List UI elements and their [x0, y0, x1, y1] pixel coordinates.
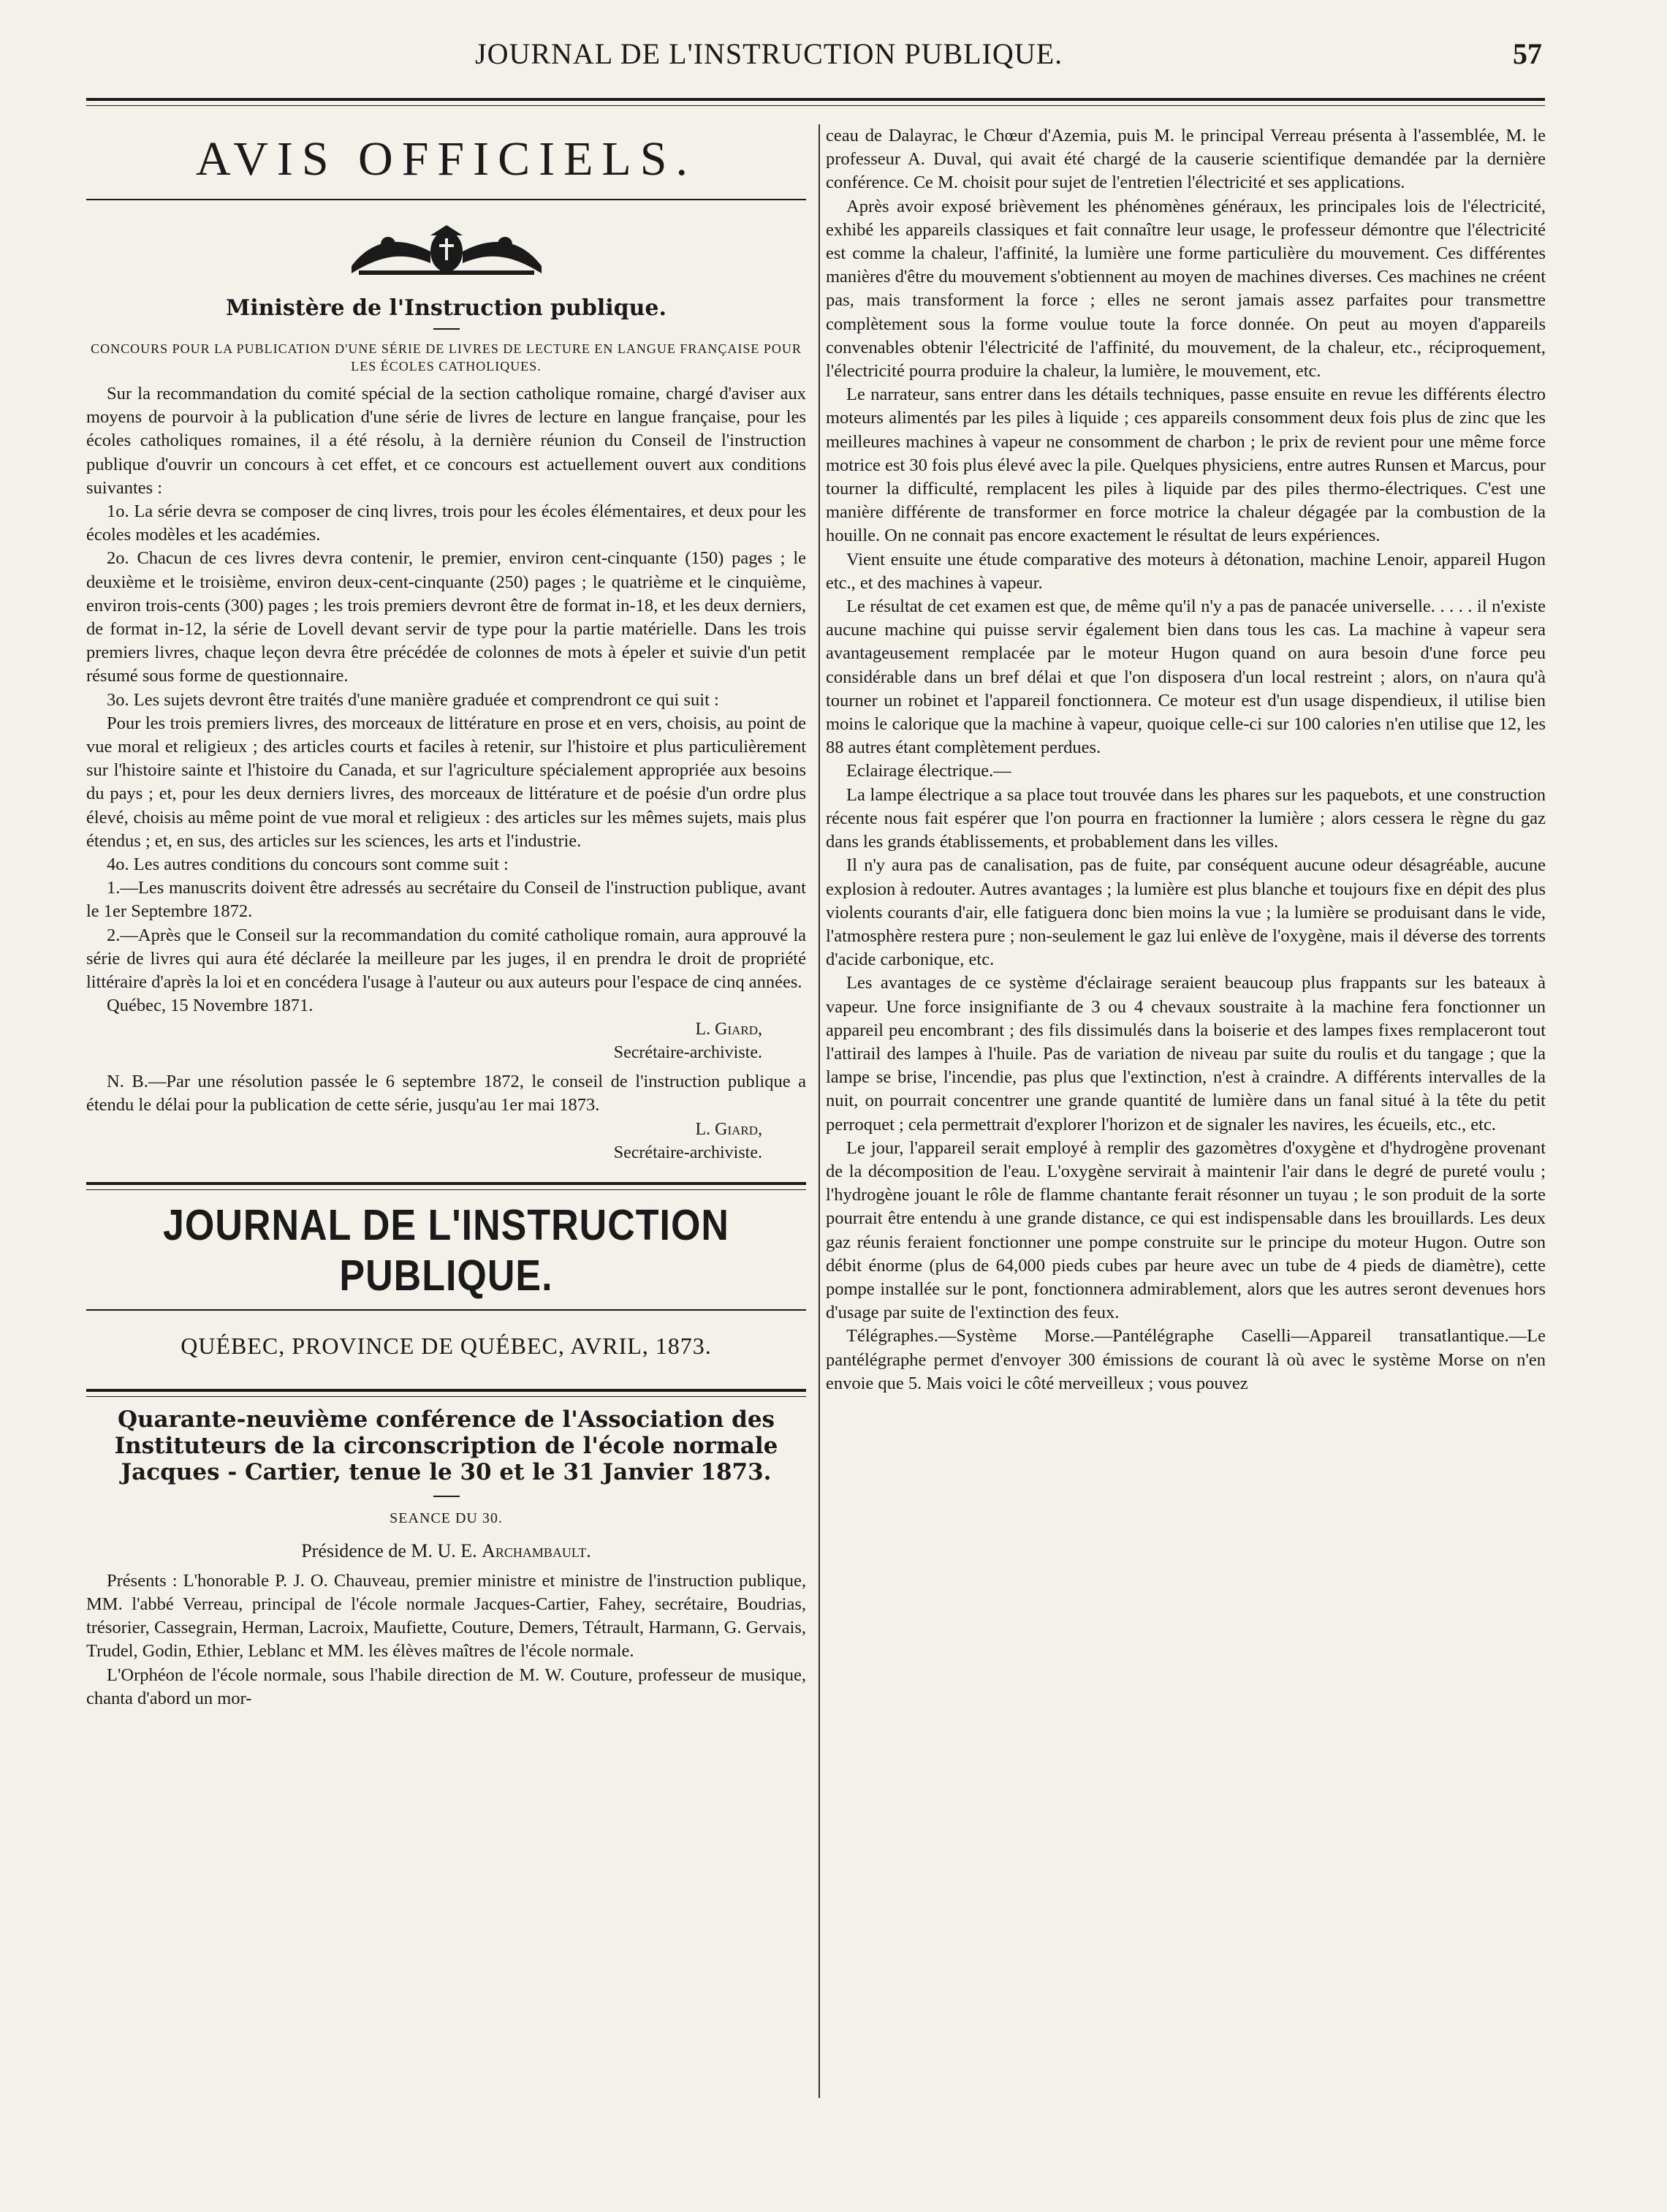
article-paragraph: Après avoir exposé brièvement les phénomènes généraux, les principales lois de l'électricité, exhibé les appareils classiques et fait connaître leur usage, le professeur démontre que l'électricité est comme la chaleur, l'affinité, la lumière une forme particulière du mouvement. Ces différentes manières d'être du mouvement s'obtiennent au moyen de machines diverses. Ces machines ne créent pas, mais transforment la force ; elles ne seront jamais assez parfaites pour transmettre complètement sous la forme voulue toute la force donnée. On peut au moyen d'appareils convenables obtenir l'électricité de l'affinité, du mouvement, de la chaleur, etc., réciproquement, l'électricité pourra produire la chaleur, la lumière, le mouvement, etc. [826, 196, 1546, 382]
presidence-line [86, 1540, 806, 1562]
article-paragraph: Le narrateur, sans entrer dans les détails techniques, passe ensuite en revue les différents électro moteurs alimentés par les piles à liquide ; ces appareils consomment deux fois plus de zinc que les meilleures machines à vapeur ne consomment de charbon ; le prix de revient pour une même force motrice est 30 fois plus élevé avec la pile. Quelques physiciens, entre autres Runsen et Marcus, pour tourner la difficulté, remplacent les piles à liquide par des piles thermo-électriques. C'est une manière différente de transformer en force motrice la chaleur dégagée par la combustion de la houille. On ne connait pas encore exactement le résultat de leurs expériences. [826, 385, 1546, 546]
left-column [86, 124, 806, 1711]
signature-block [86, 1018, 806, 1064]
conference-title: Quarante-neuvième conférence de l'Association des Instituteurs de la circonscription de l'école normale Jacques - Cartier, tenue le 30 et le 31 Janvier 1873. [114, 1406, 778, 1485]
article-paragraph: Les avantages de ce système d'éclairage seraient beaucoup plus frappants sur les bateaux à vapeur. Une force insignifiante de 3 ou 4 chevaux soustraite à la machine fera fonctionner un appareil peu encombrant ; des fils dissimulés dans la boiserie et des lampes fixes remplaceront tout l'attirail des lampes à l'huile. Pas de variation de niveau par suite du roulis et du tangage ; que la lampe se brise, l'incendie, pas plus que l'extinction, n'est à craindre. A différents intervalles de la nuit, on pourrait concentrer une grande quantité de lumière dans un fanal situé à la tête du petit perroquet ; cela permettrait d'explorer l'horizon et de signaler les navires, les écueils, etc., etc. [826, 973, 1546, 1135]
journal-title: JOURNAL DE L'INSTRUCTION PUBLIQUE. [163, 1200, 729, 1300]
signature-title: Secrétaire-archiviste. [613, 1143, 762, 1162]
page-number: 57 [1513, 37, 1542, 70]
presents-paragraph: Présents : L'honorable P. J. O. Chauveau, premier ministre et ministre de l'instruction publique, MM. l'abbé Verreau, principal de l'école normale Jacques-Cartier, Fahey, secrétaire, Boudrias, trésorier, Cassegrain, Herman, Lacroix, Maufiette, Couture, Demers, Tétrault, Harmann, G. Gervais, Trudel, Godin, Ethier, Leblanc et MM. les élèves maîtres de l'école normale. [86, 1570, 806, 1662]
royal-arms-ornament-icon [330, 222, 563, 281]
presidence-prefix: Présidence de M. U. E. [301, 1539, 477, 1561]
avis-paragraph: 2o. Chacun de ces livres devra contenir, le premier, environ cent-cinquante (150) pages ; le deuxième et le troisième, environ deux-cent-cinquante (250) pages ; le quatrième et le cinquième, environ trois-cents (300) pages ; les trois premiers devront être de format in-18, et les deux derniers, de format in-12, la série de Lovell devant servir de type pour la partie matérielle. Dans les trois premiers livres, chaque leçon devra être précédée de colonnes de mots à épeler et suivie d'un petit résumé sous forme de questionnaire. [86, 548, 806, 686]
avis-rule [86, 199, 806, 200]
avis-paragraph: Sur la recommandation du comité spécial de la section catholique romaine, chargé d'aviser aux moyens de pourvoir à la publication d'une série de livres de lecture en langue française, pour les écoles catholiques romaines, il a été résolu, à la dernière réunion du Conseil de l'instruction publique d'ouvrir un concours à cet effet, et ce concours est actuellement ouvert aux conditions suivantes : [86, 384, 806, 498]
avis-paragraph: 4o. Les autres conditions du concours sont comme suit : [107, 855, 509, 875]
article-paragraph: Le jour, l'appareil serait employé à remplir des gazomètres d'oxygène et d'hydrogène provenant de la décomposition de l'eau. L'oxygène servirait à maintenir l'air dans le degré de pureté voulu ; l'hydrogène jouant le rôle de flamme chantante ferait résonner un tuyau ; le son produit de la sorte pourrait être entendu à une grande distance, ce qui est indispensable dans les brouillards. Les deux gaz réunis feraient fonctionner une pompe construite sur le principe du moteur Hugon. Outre son débit énorme (plus de 64,000 pieds cubes par heure avec un tube de 4 pieds de diamètre), cette pompe installée sur le pont, fonctionnera admirablement, alors que les autres seront devenues hors d'usage par suite de l'extinction des feux. [826, 1137, 1546, 1323]
signature-block [86, 1118, 806, 1164]
avis-paragraph: Pour les trois premiers livres, des morceaux de littérature en prose et en vers, choisis, au point de vue moral et religieux ; des articles courts et faciles à retenir, sur l'histoire et plus particulièrement sur l'histoire sainte et l'histoire du Canada, et sur l'agriculture spécialement appropriée aux besoins du pays ; et, pour les deux derniers livres, des morceaux de littérature et de poésie d'un ordre plus élevé, choisis au même point de vue moral et religieux : des articles sur les mêmes sujets, mais plus étendus ; et, en sus, des articles sur les sciences, les arts et l'industrie. [86, 713, 806, 851]
avis-paragraph: 3o. Les sujets devront être traités d'une manière graduée et comprendront ce qui suit : [107, 689, 719, 710]
avis-paragraph: 1.—Les manuscrits doivent être adressés au secrétaire du Conseil de l'instruction publique, avant le 1er Septembre 1872. [86, 878, 806, 922]
avis-officiels-title: AVIS OFFICIELS. [196, 132, 696, 186]
column-divider [819, 124, 820, 2098]
article-paragraph: Eclairage électrique.— [846, 761, 1011, 781]
journal-rule [86, 1309, 806, 1311]
header-rule [86, 98, 1545, 101]
article-paragraph: Il n'y aura pas de canalisation, pas de fuite, par conséquent aucune odeur désagréable, aucune explosion à redouter. Autres avantages ; la lumière est plus blanche et toujours fixe en dépit des plus violents courants d'air, elle fatiguera donc bien moins la vue ; la lumière se produisant dans le vide, l'atmosphère restera pure ; non-seulement le gaz lui enlève de l'oxygène, mais il déverse des torrents d'acide carbonique, etc. [826, 855, 1546, 970]
running-head [80, 37, 1542, 80]
date-line: Québec, 15 Novembre 1871. [107, 996, 314, 1016]
province-line: QUÉBEC, PROVINCE DE QUÉBEC, AVRIL, 1873. [181, 1332, 712, 1359]
seance-heading: SEANCE DU 30. [390, 1510, 503, 1526]
running-title: JOURNAL DE L'INSTRUCTION PUBLIQUE. [475, 37, 1063, 70]
signature-title: Secrétaire-archiviste. [613, 1043, 762, 1063]
avis-paragraph: 1o. La série devra se composer de cinq livres, trois pour les écoles élémentaires, et deux pour les écoles modèles et les académies. [86, 501, 806, 545]
article-paragraph: ceau de Dalayrac, le Chœur d'Azemia, puis M. le principal Verreau présenta à l'assemblée, M. le professeur A. Duval, qui avait été chargé de la causerie scientifique demandée par la dernière conférence. Ce M. choisit pour sujet de l'entretien l'électricité et ses applications. [826, 126, 1546, 193]
article-paragraph: Vient ensuite une étude comparative des moteurs à détonation, machine Lenoir, appareil Hugon etc., et des machines à vapeur. [826, 549, 1546, 593]
nb-paragraph: N. B.—Par une résolution passée le 6 septembre 1872, le conseil de l'instruction publique a étendu le délai pour la publication de cette série, jusqu'au 1er mai 1873. [86, 1072, 806, 1116]
orpheon-paragraph: L'Orphéon de l'école normale, sous l'habile direction de M. W. Couture, professeur de musique, chanta d'abord un mor- [86, 1664, 806, 1708]
concours-heading: CONCOURS POUR LA PUBLICATION D'UNE SÉRIE DE LIVRES DE LECTURE EN LANGUE FRANÇAISE POUR LES ÉCOLES CATHOLIQUES. [91, 341, 802, 374]
article-paragraph: La lampe électrique a sa place tout trouvée dans les phares sur les paquebots, et une construction récente nous fait espérer que l'on pourra en fractionner la lumière ; alors cessera le règne du gaz dans les grands établissements, et probablement dans les villes. [826, 784, 1546, 852]
article-paragraph: Télégraphes.—Système Morse.—Pantélégraphe Caselli—Appareil transatlantique.—Le pantélégraphe permet d'envoyer 300 émissions de courant là où avec le système Morse on n'en envoie que 5. Mais voici le côté merveilleux ; vous pouvez [826, 1326, 1546, 1393]
presidence-name: Archambault. [482, 1539, 591, 1561]
province-rule [86, 1389, 806, 1392]
avis-paragraph: 2.—Après que le Conseil sur la recommandation du comité catholique romain, aura approuvé la série de livres qui aura été déclarée la meilleure par les juges, il en prendra le droit de propriété littéraire d'après la loi et en concédera l'usage à l'auteur ou aux auteurs pour l'espace de cinq années. [86, 925, 806, 993]
right-column [826, 124, 1546, 1395]
ministere-heading: Ministère de l'Instruction publique. [226, 295, 667, 321]
section-dash [433, 328, 460, 330]
signature-name: L. Giard, [695, 1119, 762, 1139]
article-paragraph: Le résultat de cet examen est que, de même qu'il n'y a pas de panacée universelle. . . . . il n'existe aucune machine qui puisse servir également bien dans tous les cas. La machine à vapeur sera avantageusement remplacée par le moteur Hugon quand on aura besoin d'une force peu considérable dans un bref délai et que l'on disposera d'un local restreint ; alors, on n'aura qu'à tourner un robinet et l'appareil fonctionnera. Ce moteur est d'un usage dispendieux, il utilise bien moins le calorique que la machine à vapeur, quoique celle-ci sur 100 calories n'en utilise que 12, les 88 autres étant complètement perdues. [826, 596, 1546, 758]
signature-name: L. Giard, [695, 1020, 762, 1039]
section-rule [86, 1182, 806, 1185]
section-dash [433, 1496, 460, 1497]
